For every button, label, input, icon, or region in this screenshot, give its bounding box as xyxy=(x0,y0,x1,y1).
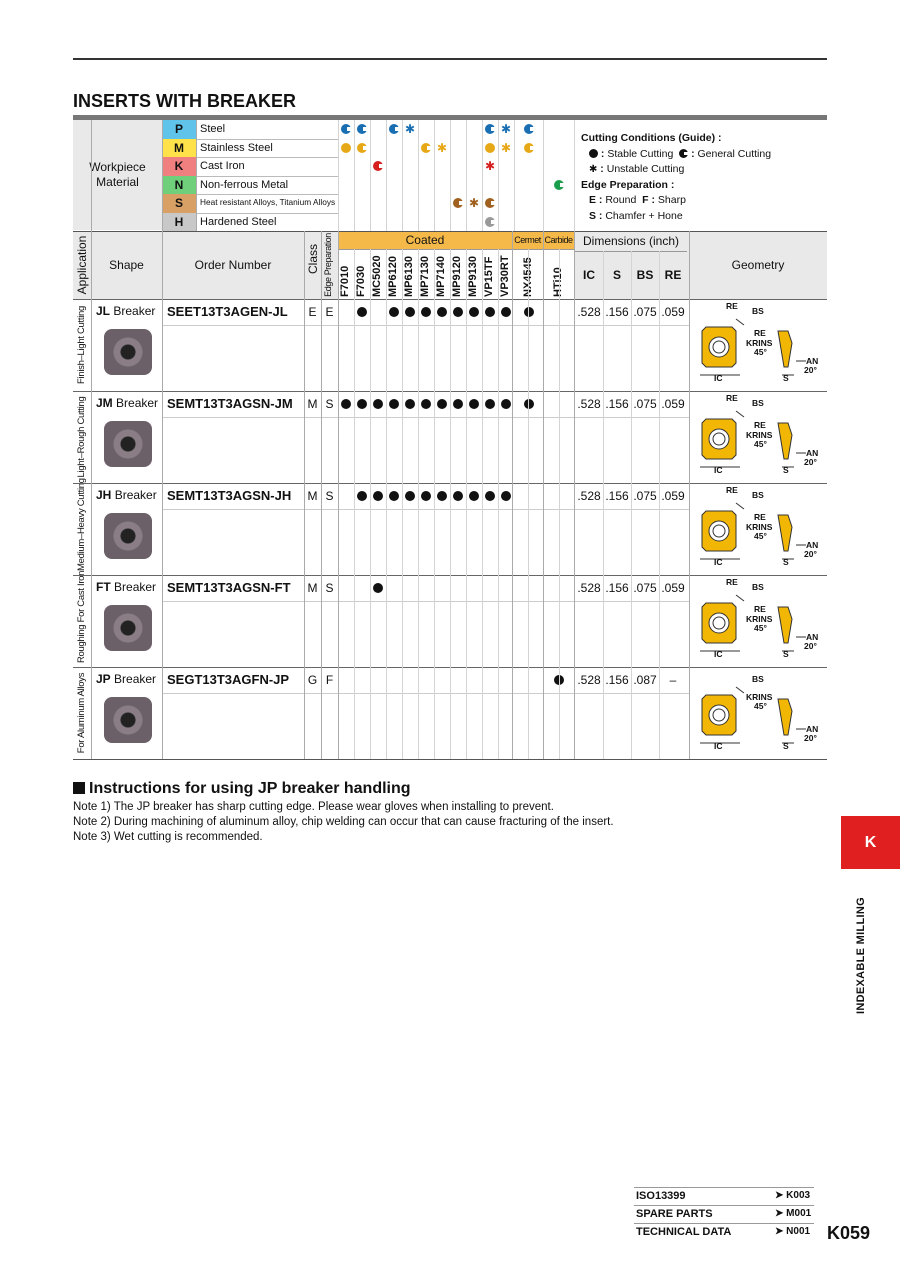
application-label: Finish–Light Cutting xyxy=(76,306,87,384)
geo-label-re2: RE xyxy=(754,604,766,614)
geo-label-s: S xyxy=(783,741,789,751)
geo-label-s: S xyxy=(783,649,789,659)
geo-label-an: AN xyxy=(806,356,819,366)
grade-available-mc5020 xyxy=(373,399,383,409)
order-number[interactable]: SEMT13T3AGSN-JM xyxy=(167,396,293,411)
grade-available-mp9120 xyxy=(453,307,463,317)
geo-label-20: 20° xyxy=(804,549,817,559)
ref-page-number: M001 xyxy=(786,1208,812,1219)
geo-label-krins: KRINS xyxy=(746,430,773,440)
grade-col-line xyxy=(402,249,403,759)
grade-header-hti10: HTi10 xyxy=(551,267,564,297)
geo-label-krins: KRINS xyxy=(746,614,773,624)
row-line xyxy=(73,231,827,232)
grade-available-mp9130 xyxy=(469,399,479,409)
application-label: For Aluminum Alloys xyxy=(76,672,87,754)
dim-re-value: – xyxy=(669,673,677,687)
breaker-code: FT xyxy=(96,580,111,594)
class-value: G xyxy=(307,673,318,687)
wp-grade-line xyxy=(450,120,451,231)
col-line xyxy=(91,231,92,759)
coated-header: Coated xyxy=(405,233,445,247)
geo-label-re: RE xyxy=(726,301,738,311)
ref-line xyxy=(634,1205,814,1206)
insert-image xyxy=(104,697,152,743)
grade-available-mp6120 xyxy=(389,307,399,317)
dim-s-value: .156 xyxy=(605,305,629,319)
e-label: E : xyxy=(589,194,603,206)
dim-header-ic: IC xyxy=(583,268,595,282)
application-label: Light–Rough Cutting xyxy=(76,396,87,478)
grade-available-mp6130 xyxy=(405,307,415,317)
grade-header-vp15tf: VP15TF xyxy=(483,256,495,297)
general-cutting-icon xyxy=(485,198,495,208)
square-bullet-icon xyxy=(73,782,85,794)
col-line xyxy=(162,231,163,759)
unstable-cutting-icon: ✱ xyxy=(404,122,416,137)
general-cutting-icon xyxy=(524,124,534,134)
stable-icon xyxy=(589,149,598,158)
insert-image xyxy=(104,513,152,559)
legend-stable: Stable Cutting xyxy=(607,147,674,160)
side-tab-k[interactable]: K xyxy=(841,816,900,869)
breaker-code: JP xyxy=(96,672,111,686)
dim-header-s: S xyxy=(612,268,621,282)
dim-re-value: .059 xyxy=(661,581,685,595)
dim-bs-value: .087 xyxy=(633,673,657,687)
order-number[interactable]: SEET13T3AGEN-JL xyxy=(167,304,288,319)
geo-label-45: 45° xyxy=(754,623,767,633)
grade-available-f7010 xyxy=(341,399,351,409)
grade-col-line xyxy=(528,249,529,759)
workpiece-label-line1: Workpiece xyxy=(89,160,146,174)
e-value: Round xyxy=(605,194,637,206)
ref-page[interactable] xyxy=(775,1190,810,1201)
grade-available-vp15tf xyxy=(485,307,495,317)
grade-header-mp7130: MP7130 xyxy=(419,256,431,297)
grade-header-mp6120: MP6120 xyxy=(387,256,399,297)
edge-prep-title: Edge Preparation : xyxy=(581,178,675,191)
class-value: E xyxy=(308,305,317,319)
grade-available-mp6130 xyxy=(405,399,415,409)
geo-label-ic: IC xyxy=(714,649,723,659)
material-code-m: M xyxy=(162,139,196,158)
insert-image xyxy=(104,329,152,375)
grade-available-mp7130 xyxy=(421,491,431,501)
breaker-label xyxy=(96,396,158,410)
ref-page[interactable] xyxy=(775,1208,811,1219)
general-cutting-icon xyxy=(485,217,495,227)
material-name-n: Non-ferrous Metal xyxy=(200,178,289,191)
ref-label[interactable]: ISO13399 xyxy=(636,1190,686,1202)
col-line xyxy=(574,231,575,759)
subrow-line xyxy=(162,417,689,418)
coated-underline xyxy=(338,249,574,250)
dim-ic-value: .528 xyxy=(577,673,601,687)
edge-prep-value: S xyxy=(325,397,334,411)
subrow-line xyxy=(162,601,689,602)
geo-label-re: RE xyxy=(726,393,738,403)
geo-label-ic: IC xyxy=(714,741,723,751)
ref-line xyxy=(634,1187,814,1188)
dim-s-value: .156 xyxy=(605,581,629,595)
grade-available-mp7140 xyxy=(437,399,447,409)
general-cutting-icon xyxy=(421,143,431,153)
material-code-h: H xyxy=(162,213,196,232)
geo-label-45: 45° xyxy=(754,347,767,357)
geo-label-45: 45° xyxy=(754,531,767,541)
row-line xyxy=(73,759,827,760)
geo-label-re2: RE xyxy=(754,512,766,522)
subrow-line xyxy=(162,693,689,694)
dim-re-value: .059 xyxy=(661,397,685,411)
grade-header-mc5020: MC5020 xyxy=(371,255,383,297)
grade-header-f7010: F7010 xyxy=(339,265,351,297)
grade-available-mp6120 xyxy=(389,399,399,409)
subrow-line xyxy=(162,509,689,510)
stable-cutting-icon xyxy=(485,143,495,153)
grade-header-vp30rt: VP30RT xyxy=(499,255,511,297)
geo-label-an: AN xyxy=(806,632,819,642)
wp-grade-line xyxy=(482,120,483,231)
grade-available-vp30rt xyxy=(501,399,511,409)
col-line xyxy=(338,231,339,759)
note-3: Note 3) Wet cutting is recommended. xyxy=(73,831,263,843)
grade-header-mp6130: MP6130 xyxy=(403,256,415,297)
legend-title: Cutting Conditions (Guide) : xyxy=(581,132,722,144)
geo-label-20: 20° xyxy=(804,457,817,467)
unstable-cutting-icon: ✱ xyxy=(500,140,512,155)
breaker-word: Breaker xyxy=(114,580,157,594)
edge-prep-value: E xyxy=(325,305,334,319)
geo-label-ic: IC xyxy=(714,373,723,383)
dim-header-bs: BS xyxy=(636,268,654,282)
general-cutting-icon xyxy=(341,124,351,134)
wp-col-line xyxy=(196,120,197,231)
grade-header-nx4545: NX4545 xyxy=(521,257,534,297)
breaker-code: JM xyxy=(96,396,113,410)
grade-col-line xyxy=(466,249,467,759)
grade-available-f7030 xyxy=(357,307,367,317)
order-number-header: Order Number xyxy=(194,258,272,272)
breaker-code: JH xyxy=(96,488,112,502)
geo-label-45: 45° xyxy=(754,701,767,711)
workpiece-label xyxy=(73,160,162,190)
geo-label-s: S xyxy=(783,465,789,475)
dim-bs-value: .075 xyxy=(633,581,657,595)
edge-line-2 xyxy=(581,209,771,225)
grade-col-line xyxy=(418,249,419,759)
breaker-code: JL xyxy=(96,304,111,318)
instructions-notes xyxy=(73,800,827,845)
section-title: INSERTS WITH BREAKER xyxy=(73,91,297,111)
geo-label-re: RE xyxy=(726,577,738,587)
general-cutting-icon xyxy=(357,124,367,134)
wp-col-line xyxy=(91,120,92,231)
dim-bs-value: .075 xyxy=(633,489,657,503)
col-line xyxy=(321,231,322,759)
ref-page-number: N001 xyxy=(786,1226,811,1237)
dim-col-line xyxy=(603,251,604,759)
wp-grade-line xyxy=(543,120,544,231)
dim-s-value: .156 xyxy=(605,489,629,503)
unstable-cutting-icon: ✱ xyxy=(436,140,448,155)
grade-available-mp9130 xyxy=(469,307,479,317)
carbide-header: Carbide xyxy=(544,235,573,245)
cermet-header: Cermet xyxy=(514,235,541,245)
edge-prep-value: S xyxy=(325,581,334,595)
f-label: F : xyxy=(642,194,655,206)
grade-available-mp7140 xyxy=(437,491,447,501)
grade-available-vp30rt xyxy=(501,491,511,501)
application-header: Application xyxy=(75,235,89,295)
grade-available-vp30rt xyxy=(501,307,511,317)
dim-ic-value: .528 xyxy=(577,489,601,503)
material-code-p: P xyxy=(162,120,196,139)
arrow-icon: ➤ xyxy=(775,1208,787,1219)
legend-line-2: ✱ : Unstable Cutting xyxy=(589,163,685,175)
general-cutting-icon xyxy=(485,124,495,134)
wp-grade-line xyxy=(370,120,371,231)
breaker-word: Breaker xyxy=(114,672,157,686)
side-tab-label: INDEXABLE MILLING xyxy=(855,897,867,1014)
order-number[interactable]: SEMT13T3AGSN-FT xyxy=(167,580,291,595)
geo-label-20: 20° xyxy=(804,365,817,375)
geo-label-re2: RE xyxy=(754,328,766,338)
wp-grade-line xyxy=(434,120,435,231)
subrow-line xyxy=(162,325,689,326)
unstable-cutting-icon: ✱ xyxy=(484,159,496,174)
top-rule xyxy=(73,58,827,60)
edge-line-1 xyxy=(581,193,771,209)
breaker-word: Breaker xyxy=(114,488,157,502)
instructions xyxy=(73,780,827,845)
legend xyxy=(581,131,771,224)
unstable-cutting-icon: ✱ xyxy=(500,122,512,137)
unstable-cutting-icon: ✱ xyxy=(468,196,480,211)
general-cutting-icon xyxy=(554,180,564,190)
geo-label-an: AN xyxy=(806,448,819,458)
geo-label-krins: KRINS xyxy=(746,338,773,348)
application-label: Roughing For Cast Iron xyxy=(76,570,87,663)
unstable-icon: ✱ xyxy=(589,164,598,175)
grade-header-mp9130: MP9130 xyxy=(467,256,479,297)
ref-line xyxy=(634,1223,814,1224)
general-cutting-icon xyxy=(357,143,367,153)
wp-grade-line xyxy=(402,120,403,231)
grade-col-line xyxy=(498,249,499,759)
grade-col-line xyxy=(434,249,435,759)
grade-col-line xyxy=(354,249,355,759)
shape-header: Shape xyxy=(109,258,144,272)
dim-re-value: .059 xyxy=(661,489,685,503)
legend-general: General Cutting xyxy=(697,147,772,160)
grade-available-mp7130 xyxy=(421,307,431,317)
breaker-label xyxy=(96,304,155,318)
ref-page[interactable] xyxy=(775,1226,810,1237)
grade-available-vp15tf xyxy=(485,491,495,501)
general-cutting-icon xyxy=(524,143,534,153)
wp-col-line xyxy=(162,120,163,231)
order-number[interactable]: SEGT13T3AGFN-JP xyxy=(167,672,290,687)
application-label: Medium–Heavy Cutting xyxy=(76,478,87,571)
geo-label-45: 45° xyxy=(754,439,767,449)
dim-bs-value: .075 xyxy=(633,397,657,411)
geo-label-krins: KRINS xyxy=(746,692,773,702)
workpiece-label-line2: Material xyxy=(96,175,139,189)
breaker-word: Breaker xyxy=(116,396,159,410)
grade-header-mp7140: MP7140 xyxy=(435,256,447,297)
class-header: Class xyxy=(306,244,320,275)
material-name-s: Heat resistant Alloys, Titanium Alloys xyxy=(200,197,336,207)
col-line xyxy=(304,231,305,759)
breaker-label xyxy=(96,672,156,686)
grade-header-mp9120: MP9120 xyxy=(451,256,463,297)
legend-line-1: : Stable Cutting : General Cutting xyxy=(581,147,771,163)
grade-available-mp7130 xyxy=(421,399,431,409)
dim-s-value: .156 xyxy=(605,673,629,687)
grade-available-mp7140 xyxy=(437,307,447,317)
grade-available-f7030 xyxy=(357,491,367,501)
geo-label-an: AN xyxy=(806,540,819,550)
geo-label-20: 20° xyxy=(804,641,817,651)
dim-ic-value: .528 xyxy=(577,305,601,319)
geo-label-s: S xyxy=(783,557,789,567)
wp-grade-line xyxy=(354,120,355,231)
edge-prep-value: F xyxy=(325,673,334,687)
material-code-s: S xyxy=(162,194,196,213)
grade-available-mp9120 xyxy=(453,399,463,409)
breaker-label xyxy=(96,580,156,594)
edge-prep-header: Edge Preparation xyxy=(323,233,333,297)
breaker-label xyxy=(96,488,157,502)
wp-grade-line xyxy=(466,120,467,231)
material-code-k: K xyxy=(162,157,196,176)
dim-re-value: .059 xyxy=(661,305,685,319)
wp-grade-line xyxy=(514,120,515,231)
note-1: Note 1) The JP breaker has sharp cutting edge. Please wear gloves when installing to prevent. xyxy=(73,801,554,813)
dim-col-line xyxy=(659,251,660,759)
grade-available-mp9130 xyxy=(469,491,479,501)
material-code-n: N xyxy=(162,176,196,195)
legend-unstable: Unstable Cutting xyxy=(606,163,685,175)
class-value: M xyxy=(307,581,318,595)
geo-label-ic: IC xyxy=(714,557,723,567)
col-line xyxy=(543,231,544,759)
class-value: M xyxy=(307,489,318,503)
ref-label[interactable]: SPARE PARTS xyxy=(636,1208,713,1220)
page-number: K059 xyxy=(827,1223,871,1243)
geo-label-bs: BS xyxy=(752,674,764,684)
material-name-p: Steel xyxy=(200,123,226,135)
wp-grade-line xyxy=(338,120,339,231)
general-cutting-icon xyxy=(453,198,463,208)
grade-available-mp6120 xyxy=(389,491,399,501)
general-icon xyxy=(679,149,688,158)
order-number[interactable]: SEMT13T3AGSN-JH xyxy=(167,488,292,503)
geo-label-re2: RE xyxy=(754,420,766,430)
insert-image xyxy=(104,605,152,651)
col-line xyxy=(512,231,513,759)
stable-cutting-icon xyxy=(341,143,351,153)
material-name-k: Cast Iron xyxy=(200,160,245,172)
instructions-title: Instructions for using JP breaker handling xyxy=(89,780,411,797)
breaker-word: Breaker xyxy=(113,304,156,318)
instructions-heading xyxy=(73,780,827,798)
arrow-icon: ➤ xyxy=(775,1190,787,1201)
grade-available-mp9120 xyxy=(453,491,463,501)
grade-col-line xyxy=(370,249,371,759)
note-2: Note 2) During machining of aluminum alloy, chip welding can occur that can cause fracturing of the insert. xyxy=(73,816,614,828)
geo-label-s: S xyxy=(783,373,789,383)
s-value: Chamfer + Hone xyxy=(605,209,683,222)
s-label: S : xyxy=(589,209,603,222)
grade-available-f7030 xyxy=(357,399,367,409)
grade-col-line xyxy=(386,249,387,759)
material-name-h: Hardened Steel xyxy=(200,215,277,228)
wp-grade-line xyxy=(418,120,419,231)
grade-col-line xyxy=(482,249,483,759)
grade-col-line xyxy=(450,249,451,759)
dim-ic-value: .528 xyxy=(577,397,601,411)
wp-grade-line xyxy=(574,120,575,231)
f-value: Sharp xyxy=(657,194,686,206)
ref-label[interactable]: TECHNICAL DATA xyxy=(636,1226,732,1238)
geometry-header: Geometry xyxy=(731,258,785,272)
general-cutting-icon xyxy=(373,161,383,171)
dim-bs-value: .075 xyxy=(633,305,657,319)
geo-label-20: 20° xyxy=(804,733,817,743)
geo-label-bs: BS xyxy=(752,306,764,316)
dimensions-header: Dimensions (inch) xyxy=(582,234,680,248)
insert-image xyxy=(104,421,152,467)
grade-available-mc5020 xyxy=(373,491,383,501)
general-cutting-icon xyxy=(389,124,399,134)
ref-page-number: K003 xyxy=(786,1190,811,1201)
dim-col-line xyxy=(631,251,632,759)
class-value: M xyxy=(307,397,318,411)
geo-label-krins: KRINS xyxy=(746,522,773,532)
geo-label-an: AN xyxy=(806,724,819,734)
arrow-icon: ➤ xyxy=(775,1226,787,1237)
grade-available-mp6130 xyxy=(405,491,415,501)
dim-header-re: RE xyxy=(664,268,682,282)
col-line xyxy=(689,231,690,759)
geo-label-ic: IC xyxy=(714,465,723,475)
dim-ic-value: .528 xyxy=(577,581,601,595)
dim-s-value: .156 xyxy=(605,397,629,411)
grade-available-mc5020 xyxy=(373,583,383,593)
wp-grade-line xyxy=(498,120,499,231)
geo-label-bs: BS xyxy=(752,582,764,592)
geo-label-bs: BS xyxy=(752,490,764,500)
geo-label-re: RE xyxy=(726,485,738,495)
grade-col-line xyxy=(559,249,560,759)
grade-available-vp15tf xyxy=(485,399,495,409)
edge-prep-value: S xyxy=(325,489,334,503)
grade-header-f7030: F7030 xyxy=(355,265,367,297)
material-name-m: Stainless Steel xyxy=(200,141,273,154)
wp-grade-line xyxy=(386,120,387,231)
geo-label-bs: BS xyxy=(752,398,764,408)
